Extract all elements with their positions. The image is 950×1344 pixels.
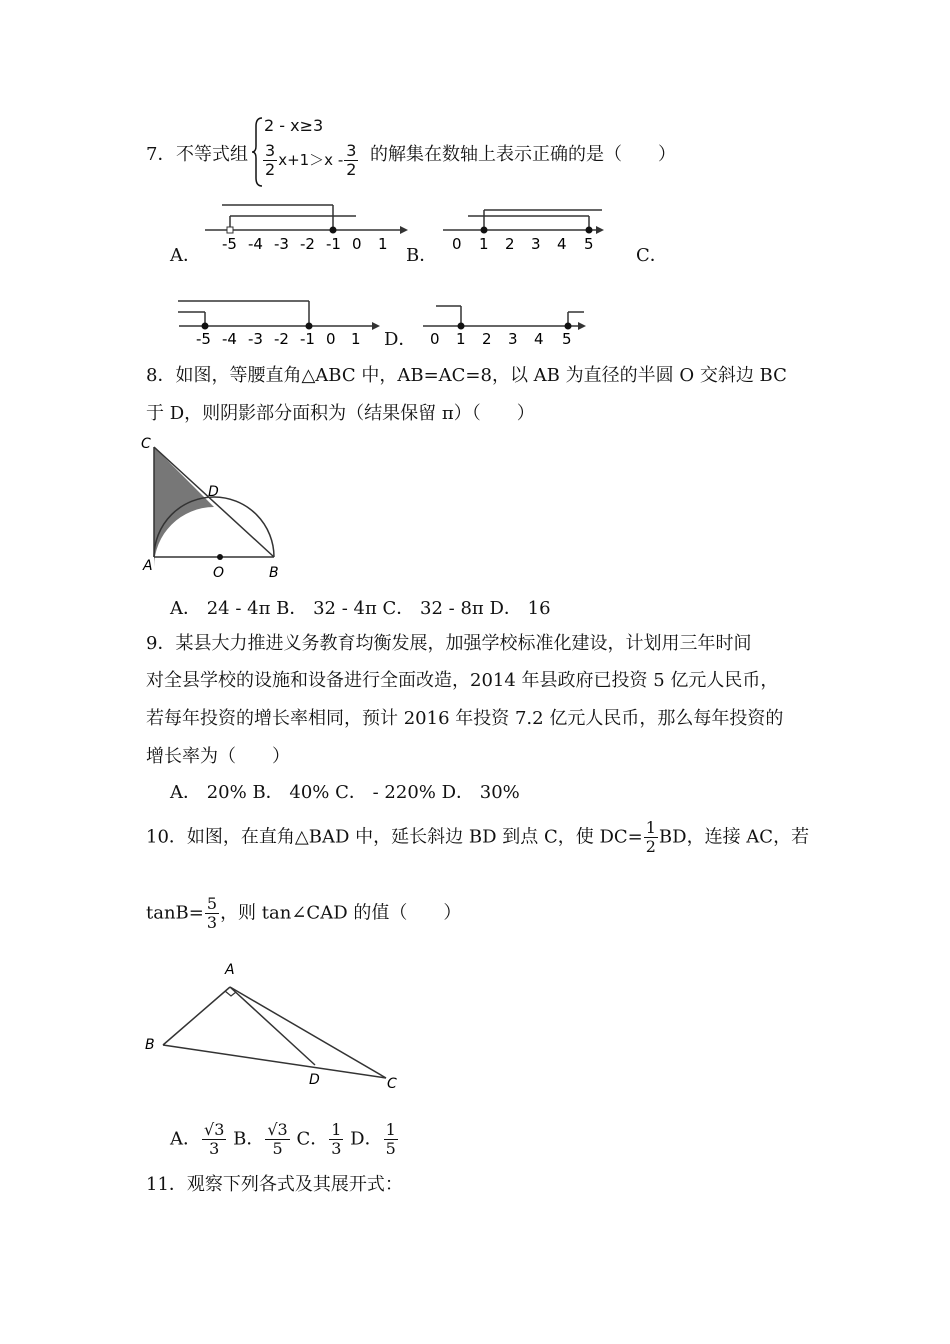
tick-label: 0: [452, 235, 462, 253]
tick-label: -5: [222, 235, 237, 253]
tick-label: 0: [326, 330, 336, 347]
q10-line2-b: ，则 tan∠CAD 的值（ ）: [220, 902, 462, 924]
q11-line1: 11．观察下列各式及其展开式：: [146, 1174, 403, 1195]
tick-label: 0: [352, 235, 362, 253]
frac-den: 2: [265, 160, 276, 179]
tick-label: -2: [300, 235, 315, 253]
q7-system-line1: 2 - x≥3: [264, 116, 324, 135]
tick-label: -4: [222, 330, 237, 347]
tick-label: -4: [248, 235, 263, 253]
q8-figure: [138, 430, 288, 585]
tick-label: 3: [508, 330, 518, 347]
frac-den: 2: [346, 160, 357, 179]
tick-label: 1: [479, 235, 489, 253]
label-b: B: [269, 565, 279, 581]
tick-label: 2: [505, 235, 515, 253]
q7-prefix: 不等式组: [176, 144, 248, 165]
tick-label: -3: [274, 235, 289, 253]
frac-num: √3: [267, 1120, 288, 1139]
tick-label: 1: [378, 235, 388, 253]
label-d: D: [309, 1072, 320, 1088]
q7-number: 7．: [146, 144, 176, 165]
tick-label: 4: [534, 330, 544, 347]
q8-line2: 于 D，则阴影部分面积为（结果保留 π）（ ）: [146, 403, 535, 424]
q9-line1: 9．某县大力推进义务教育均衡发展，加强学校标准化建设，计划用三年时间: [146, 633, 752, 654]
frac-num: 3: [346, 141, 357, 160]
q10-line1-a: 10．如图，在直角△BAD 中，延长斜边 BD 到点 C，使 DC=: [146, 826, 643, 848]
label-d: D: [208, 484, 219, 500]
q10-opt-b: B．: [233, 1128, 265, 1150]
label-a: A: [143, 558, 153, 574]
frac-num: 5: [206, 894, 218, 913]
label-c: C: [141, 436, 151, 452]
tick-label: 5: [584, 235, 594, 253]
q7-system-line2: [262, 143, 359, 178]
tick-label: 5: [562, 330, 572, 347]
q7-system-mid: x+1＞x -: [278, 151, 344, 169]
q10-options: [170, 1122, 399, 1157]
q10-opt-a: A．: [170, 1128, 201, 1150]
q7-option-b: B．: [406, 245, 438, 266]
label-b: B: [145, 1037, 155, 1053]
q7-suffix: 的解集在数轴上表示正确的是（ ）: [370, 144, 676, 165]
q9-line3: 若每年投资的增长率相同，预计 2016 年投资 7.2 亿元人民币，那么每年投资的: [146, 708, 784, 729]
q9-line2: 对全县学校的设施和设备进行全面改造，2014 年县政府已投资 5 亿元人民币，: [146, 670, 779, 691]
q8-line1: 8．如图，等腰直角△ABC 中，AB=AC=8，以 AB 为直径的半圆 O 交斜边 BC: [146, 365, 787, 386]
tick-label: -1: [300, 330, 315, 347]
frac-den: 3: [206, 913, 218, 932]
tick-label: 3: [531, 235, 541, 253]
frac-num: 1: [645, 818, 656, 837]
tick-label: -5: [196, 330, 211, 347]
label-a: A: [225, 962, 235, 978]
q7-option-a: A．: [170, 245, 201, 266]
frac-num: 3: [265, 141, 276, 160]
number-line-d: [418, 292, 593, 347]
q10-opt-c: C．: [296, 1128, 329, 1150]
tick-label: 4: [557, 235, 567, 253]
q10-figure: [138, 955, 408, 1095]
frac-den: 5: [272, 1139, 283, 1158]
tick-label: 1: [456, 330, 466, 347]
label-o: O: [213, 565, 225, 581]
q7-option-d: D．: [384, 329, 417, 350]
q7-option-c: C．: [636, 245, 668, 266]
tick-label: 1: [351, 330, 361, 347]
number-line-b: [438, 200, 618, 255]
frac-num: 1: [331, 1120, 342, 1139]
frac-num: √3: [204, 1120, 225, 1139]
frac-den: 3: [331, 1139, 342, 1158]
frac-den: 2: [645, 837, 656, 856]
q10-line1-b: BD，连接 AC，若: [658, 826, 810, 848]
q10-line2: [146, 896, 461, 931]
frac-den: 5: [385, 1139, 396, 1158]
label-c: C: [387, 1076, 397, 1092]
frac-den: 3: [209, 1139, 220, 1158]
q10-line2-a: tanB=: [146, 902, 204, 924]
number-line-c: [174, 292, 384, 347]
q10-line1: [146, 820, 809, 855]
tick-label: 0: [430, 330, 440, 347]
q10-opt-d: D．: [350, 1128, 383, 1150]
number-line-a: [200, 200, 410, 255]
tick-label: 2: [482, 330, 492, 347]
q8-options: A． 24 - 4π B． 32 - 4π C． 32 - 8π D． 16: [170, 598, 551, 619]
frac-num: 1: [385, 1120, 396, 1139]
q9-line4: 增长率为（ ）: [146, 746, 290, 767]
tick-label: -1: [326, 235, 341, 253]
q9-options: A． 20% B． 40% C． - 220% D． 30%: [170, 782, 520, 803]
tick-label: -3: [248, 330, 263, 347]
shaded-region: [154, 447, 214, 567]
tick-label: -2: [274, 330, 289, 347]
